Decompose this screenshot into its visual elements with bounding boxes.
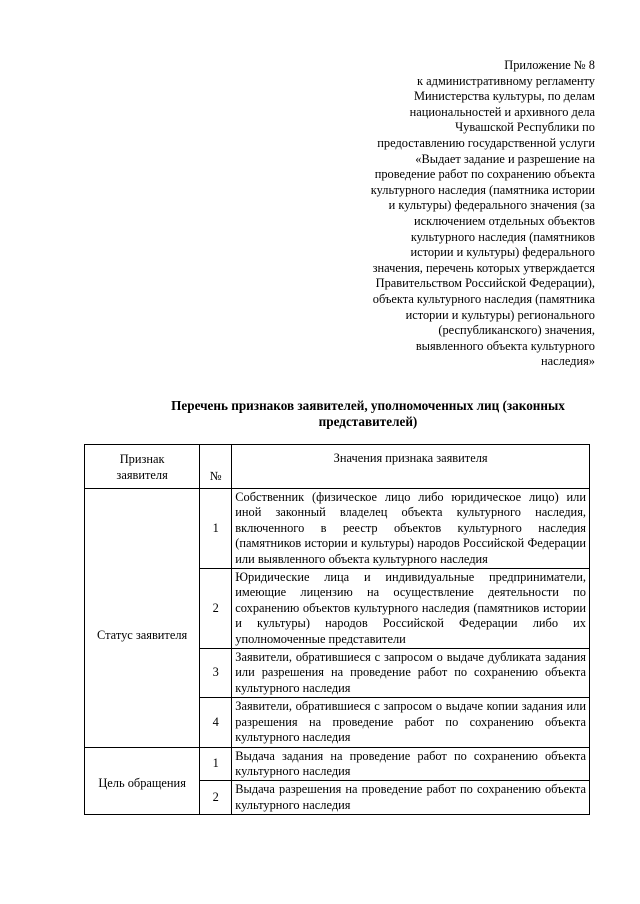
- annex-line: национальностей и архивного дела: [409, 104, 595, 119]
- annex-line: Приложение № 8: [504, 58, 595, 72]
- annex-line: культурного наследия (памятников: [410, 229, 595, 244]
- annex-header: [330, 58, 595, 370]
- document-title: [88, 398, 640, 430]
- header-attribute-line-2: заявителя: [116, 467, 168, 482]
- annex-line: выявленного объекта культурного: [415, 338, 595, 353]
- header-values: Значения признака заявителя: [232, 445, 590, 489]
- header-attribute: [85, 445, 200, 489]
- row-number: 3: [200, 649, 232, 698]
- annex-line: значения, перечень которых утверждается: [372, 260, 595, 275]
- annex-line: «Выдает задание и разрешение на: [415, 151, 595, 166]
- annex-line: Министерства культуры, по делам: [414, 89, 595, 104]
- row-value: Собственник (физическое лицо либо юридическое лицо) или иной законный владелец объекта культурного наследия, включенного в реестр объектов культурного наследия (памятников истории и культуры) народов Российской Федерации или выявленного объекта культурного наследия: [232, 489, 590, 569]
- annex-line: исключением отдельных объектов: [414, 213, 595, 228]
- applicant-attributes-table: [84, 444, 590, 815]
- group-name-purpose: Цель обращения: [85, 747, 200, 815]
- group-name-status: Статус заявителя: [85, 489, 200, 748]
- row-number: 1: [200, 747, 232, 781]
- row-value: Выдача разрешения на проведение работ по сохранению объекта культурного наследия: [232, 781, 590, 815]
- row-number: 2: [200, 569, 232, 649]
- annex-line: культурного наследия (памятника истории: [370, 182, 595, 197]
- annex-line: (республиканского) значения,: [438, 323, 595, 338]
- row-value: Заявители, обратившиеся с запросом о выдаче копии задания или разрешения на проведение работ по сохранению объекта культурного наследия: [232, 698, 590, 747]
- annex-line: объекта культурного наследия (памятника: [372, 291, 595, 306]
- table-header-row: [85, 445, 590, 489]
- annex-line: Правительством Российской Федерации),: [375, 276, 595, 291]
- table-row: [85, 747, 590, 781]
- table-row: [85, 489, 590, 569]
- title-line-1: Перечень признаков заявителей, уполномоченных лиц (законных: [171, 398, 565, 413]
- row-value: Юридические лица и индивидуальные предприниматели, имеющие лицензию на осуществление деятельности по сохранению объектов культурного наследия (памятников истории и культуры) народов Российской Федерации либо их уполномоченные представители: [232, 569, 590, 649]
- annex-line: Чувашской Республики по: [455, 120, 595, 135]
- row-number: 4: [200, 698, 232, 747]
- annex-line: наследия»: [541, 354, 595, 369]
- row-value: Заявители, обратившиеся с запросом о выдаче дубликата задания или разрешения на проведение работ по сохранению объекта культурного наследия: [232, 649, 590, 698]
- row-number: 1: [200, 489, 232, 569]
- header-number: №: [200, 445, 232, 489]
- header-attribute-line-1: Признак: [119, 451, 165, 466]
- annex-line: к административному регламенту: [417, 73, 595, 88]
- row-value: Выдача задания на проведение работ по сохранению объекта культурного наследия: [232, 747, 590, 781]
- title-line-2: представителей): [318, 414, 418, 429]
- annex-line: и культуры) федерального значения (за: [388, 198, 595, 213]
- row-number: 2: [200, 781, 232, 815]
- annex-line: истории и культуры) федерального: [410, 245, 595, 260]
- annex-line: предоставлению государственной услуги: [377, 135, 595, 150]
- annex-line: истории и культуры) регионального: [405, 307, 595, 322]
- annex-line: проведение работ по сохранению объекта: [374, 167, 595, 182]
